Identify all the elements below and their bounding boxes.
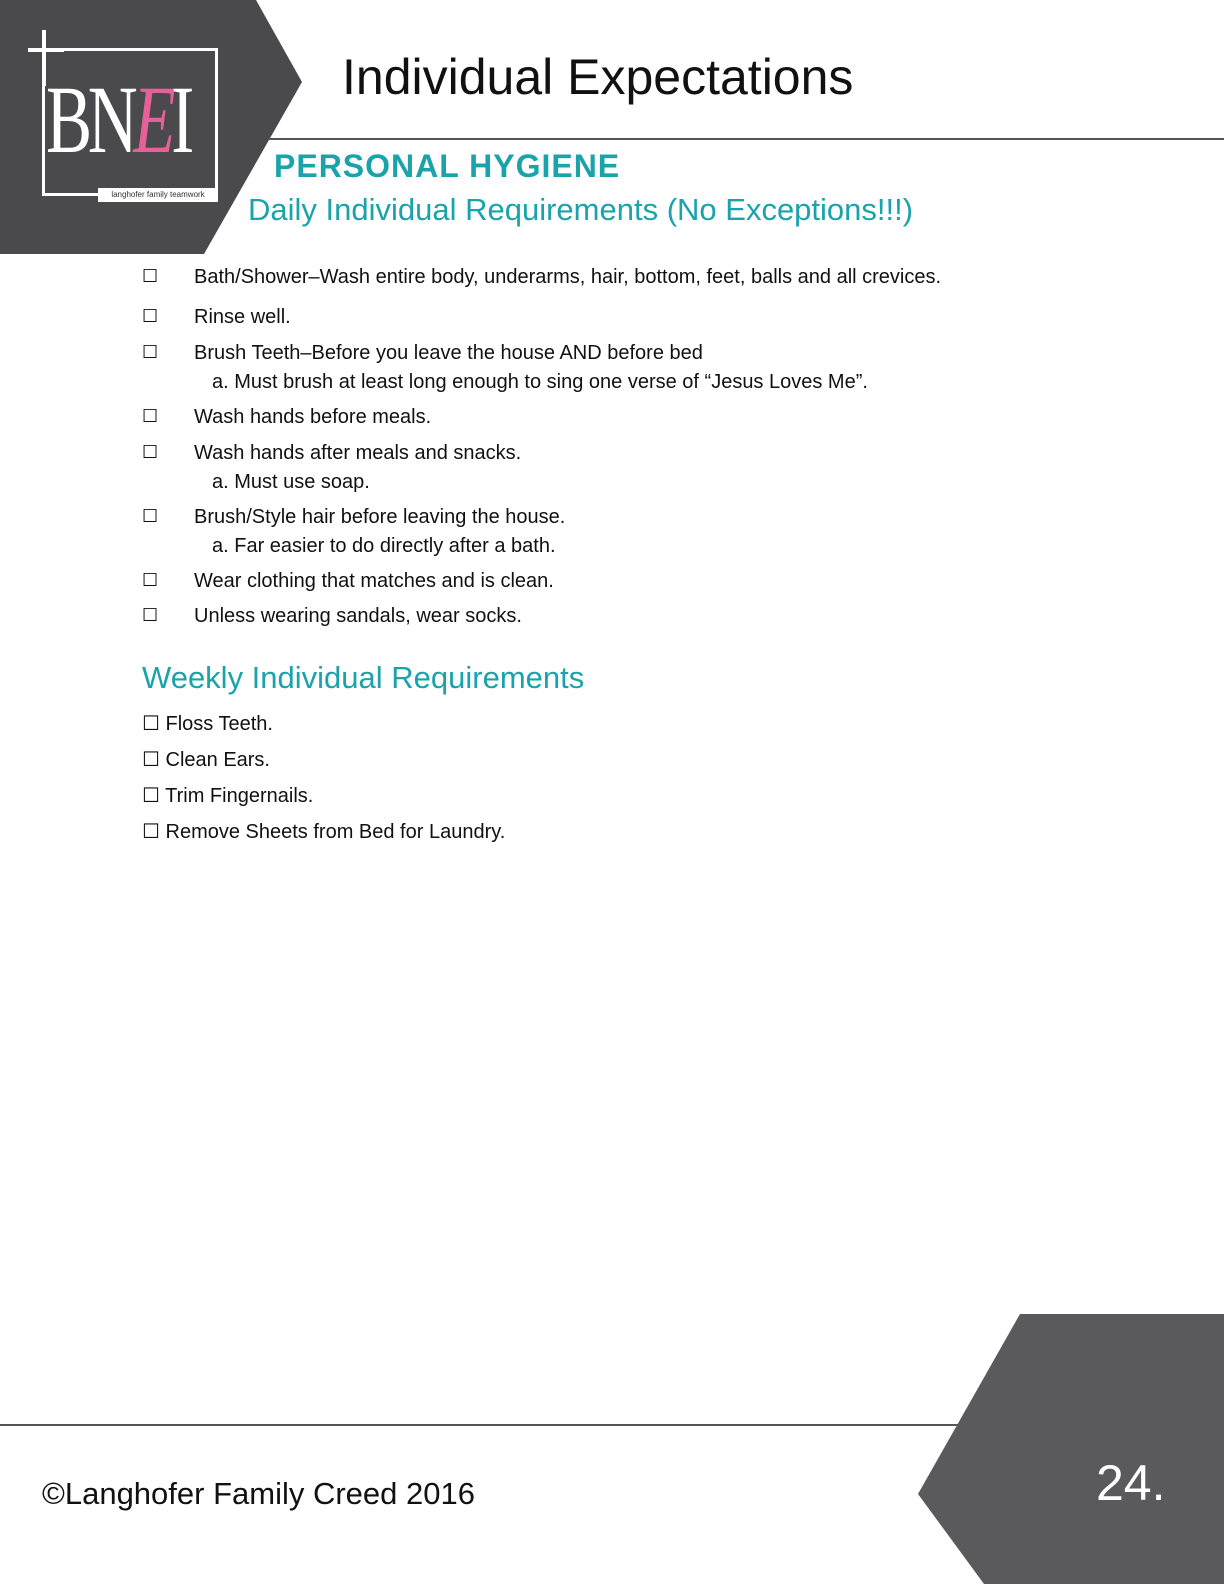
weekly-item-text: Floss Teeth. bbox=[165, 713, 273, 735]
daily-item-subnote: a. Far easier to do directly after a bath. bbox=[212, 535, 556, 557]
weekly-item-text: Clean Ears. bbox=[165, 749, 270, 771]
daily-item-text: Rinse well. bbox=[194, 306, 291, 328]
bnei-logo bbox=[28, 28, 222, 199]
checkbox[interactable]: ☐ bbox=[142, 570, 159, 590]
logo-letters bbox=[46, 66, 190, 173]
checkbox[interactable]: ☐ bbox=[142, 713, 160, 735]
logo-letter-pink: E bbox=[133, 66, 172, 173]
section-title: PERSONAL HYGIENE bbox=[274, 148, 621, 184]
daily-item-subnote: a. Must brush at least long enough to sing one verse of “Jesus Loves Me”. bbox=[212, 371, 868, 393]
checkbox[interactable]: ☐ bbox=[142, 605, 159, 625]
checkbox[interactable]: ☐ bbox=[142, 821, 160, 843]
weekly-item-text: Remove Sheets from Bed for Laundry. bbox=[165, 821, 506, 843]
daily-item-text: Bath/Shower–Wash entire body, underarms, hair, bottom, feet, balls and all crevices. bbox=[194, 266, 942, 288]
daily-item-text: Unless wearing sandals, wear socks. bbox=[194, 605, 522, 627]
checkbox[interactable]: ☐ bbox=[142, 785, 160, 807]
logo-letters-left: BN bbox=[46, 66, 134, 173]
daily-item-text: Wash hands after meals and snacks. bbox=[194, 442, 522, 464]
weekly-item bbox=[142, 819, 505, 844]
daily-item-subnote: a. Must use soap. bbox=[212, 471, 370, 493]
weekly-item bbox=[142, 711, 273, 736]
daily-item-text: Brush Teeth–Before you leave the house AND before bed bbox=[194, 342, 703, 364]
checkbox[interactable]: ☐ bbox=[142, 749, 160, 771]
checkbox[interactable]: ☐ bbox=[142, 342, 159, 362]
weekly-item bbox=[142, 783, 313, 808]
checkbox[interactable]: ☐ bbox=[142, 406, 159, 426]
checkbox[interactable]: ☐ bbox=[142, 266, 159, 286]
footer-shape bbox=[914, 1314, 1224, 1584]
section-subtitle: Daily Individual Requirements (No Exceptions!!!) bbox=[248, 192, 914, 227]
header-divider bbox=[268, 138, 1224, 140]
copyright-text: ©Langhofer Family Creed 2016 bbox=[42, 1476, 475, 1511]
daily-item-text: Brush/Style hair before leaving the house. bbox=[194, 506, 566, 528]
weekly-item-text: Trim Fingernails. bbox=[165, 785, 314, 807]
weekly-title: Weekly Individual Requirements bbox=[142, 660, 585, 695]
logo-tagline: langhofer family teamwork bbox=[98, 188, 218, 202]
daily-item-text: Wear clothing that matches and is clean. bbox=[194, 570, 554, 592]
daily-item-text: Wash hands before meals. bbox=[194, 406, 432, 428]
logo-letters-right: I bbox=[171, 66, 190, 173]
page-number: 24. bbox=[1096, 1455, 1166, 1511]
checkbox[interactable]: ☐ bbox=[142, 306, 159, 326]
page-title: Individual Expectations bbox=[342, 49, 854, 105]
checkbox[interactable]: ☐ bbox=[142, 442, 159, 462]
checkbox[interactable]: ☐ bbox=[142, 506, 159, 526]
weekly-item bbox=[142, 747, 270, 772]
